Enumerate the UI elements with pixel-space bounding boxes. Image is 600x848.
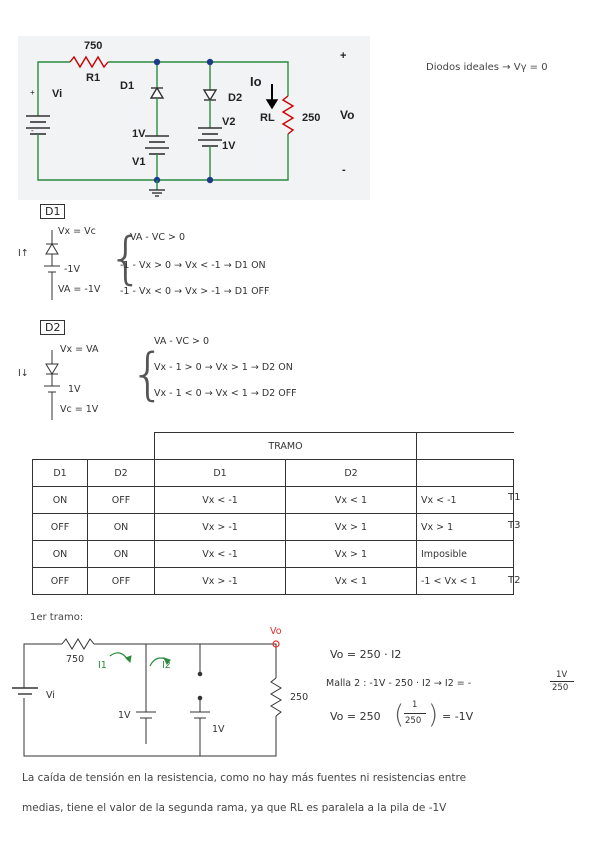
source-name: Vi (52, 88, 63, 100)
col-d2-header: D2 (88, 460, 155, 487)
d2-brace: { (130, 342, 166, 407)
tramo1-eq3a: Vo = 250 (330, 710, 381, 723)
d2-cond1: VA - VC > 0 (154, 336, 210, 347)
tramo-tag-1: T1 (508, 492, 521, 503)
table-row (33, 514, 514, 541)
tramo1-eq2-den: 250 (552, 683, 569, 693)
tramo1-eq3-bar (404, 713, 426, 714)
table-row (33, 568, 514, 595)
d2-name: D2 (228, 92, 243, 104)
cell-cond2: Vx < 1 (286, 568, 417, 595)
tramo1-v2: 1V (212, 724, 225, 735)
d2-cond3: Vx - 1 < 0 → Vx < 1 → D2 OFF (154, 388, 297, 399)
cell-cond2: Vx > 1 (286, 541, 417, 568)
v2-name: V2 (222, 116, 236, 128)
tramo1-circuit (10, 626, 310, 762)
tramo1-eq2-num: 1V (556, 670, 568, 680)
tramo1-heading: 1er tramo: (30, 612, 84, 623)
cell-d1: OFF (33, 514, 88, 541)
tramo1-rl: 250 (290, 692, 309, 703)
d1-va-label: VA = -1V (58, 284, 101, 295)
tramo1-eq1: Vo = 250 · I2 (330, 648, 402, 661)
d2-vc-label: Vc = 1V (60, 404, 99, 415)
table-row (33, 541, 514, 568)
d1-section-title: D1 (40, 204, 65, 219)
table-row (33, 487, 514, 514)
d1-cond1: VA - VC > 0 (130, 232, 186, 243)
footer-line-1: La caída de tensión en la resistencia, como no hay más fuentes ni resistencias entre (22, 772, 467, 784)
cell-d2: OFF (88, 568, 155, 595)
d1-vx-label: Vx = Vc (58, 226, 96, 237)
output-minus: - (342, 164, 346, 176)
rl-name: RL (260, 112, 275, 124)
tramo-header: TRAMO (155, 433, 417, 460)
d2-cond2: Vx - 1 > 0 → Vx > 1 → D2 ON (154, 362, 293, 373)
tramo1-vi: Vi (46, 690, 55, 701)
cell-d1: ON (33, 487, 88, 514)
d2-section-title: D2 (40, 320, 65, 335)
cell-cond2: Vx < 1 (286, 487, 417, 514)
d2-current-label: I↓ (18, 368, 29, 379)
footer-line-2: medias, tiene el valor de la segunda rama, ya que RL es paralela a la pila de -1V (22, 802, 447, 814)
tramo1-eq2a: Malla 2 : -1V - 250 · I2 → I2 = - (326, 678, 472, 689)
d1-current-label: I↑ (18, 248, 29, 259)
tramo1-paren-open: ( (394, 700, 405, 730)
r1-value: 750 (84, 40, 103, 52)
ideal-diodes-note: Diodos ideales → Vγ = 0 (426, 62, 548, 73)
circuit-diagram (18, 36, 370, 200)
cell-cond1: Vx > -1 (155, 514, 286, 541)
v2-value: 1V (222, 140, 236, 152)
tramo1-r-value: 750 (66, 654, 85, 665)
d1-cond3: -1 - Vx < 0 → Vx > -1 → D1 OFF (120, 286, 270, 297)
v1-name: V1 (132, 156, 146, 168)
d2-vx-label: Vx = VA (60, 344, 99, 355)
tramo-table (32, 432, 514, 595)
sub-d1-header: D1 (155, 460, 286, 487)
cell-result: Vx < -1 (417, 487, 514, 514)
tramo1-paren-close: ) (428, 700, 439, 730)
cell-result: -1 < Vx < 1 (417, 568, 514, 595)
cell-cond1: Vx < -1 (155, 541, 286, 568)
d1-cond2: -1 - Vx > 0 → Vx < -1 → D1 ON (120, 260, 266, 271)
cell-d2: ON (88, 514, 155, 541)
d2-1v: 1V (68, 384, 81, 395)
cell-d1: OFF (33, 568, 88, 595)
tramo1-eq2-bar (550, 681, 574, 682)
source-minus: - (31, 126, 34, 135)
rl-value: 250 (302, 112, 321, 124)
output-plus: + (340, 50, 347, 62)
d1-brace: { (108, 226, 144, 291)
tramo1-v1: 1V (118, 710, 131, 721)
col-d1-header: D1 (33, 460, 88, 487)
r1-name: R1 (86, 72, 101, 84)
tramo1-i1: I1 (98, 660, 107, 671)
sub-d2-header: D2 (286, 460, 417, 487)
current-io: Io (250, 74, 262, 89)
cell-cond1: Vx > -1 (155, 568, 286, 595)
cell-result: Imposible (417, 541, 514, 568)
d1-minus1v: -1V (64, 264, 80, 275)
cell-result: Vx > 1 (417, 514, 514, 541)
source-plus: + (30, 88, 35, 97)
tramo-tag-3: T3 (508, 520, 521, 531)
tramo1-vo: Vo (270, 626, 282, 637)
tramo1-eq3-num: 1 (412, 700, 418, 710)
cell-cond2: Vx > 1 (286, 514, 417, 541)
tramo1-i2: I2 (162, 660, 171, 671)
tramo1-eq3b: = -1V (442, 710, 474, 723)
cell-cond1: Vx < -1 (155, 487, 286, 514)
v1-value: 1V (132, 128, 146, 140)
cell-d2: OFF (88, 487, 155, 514)
tramo-tag-2: T2 (508, 575, 521, 586)
cell-d1: ON (33, 541, 88, 568)
output-label: Vo (340, 108, 355, 122)
d1-name: D1 (120, 80, 135, 92)
cell-d2: ON (88, 541, 155, 568)
tramo1-eq3-den: 250 (405, 716, 422, 726)
